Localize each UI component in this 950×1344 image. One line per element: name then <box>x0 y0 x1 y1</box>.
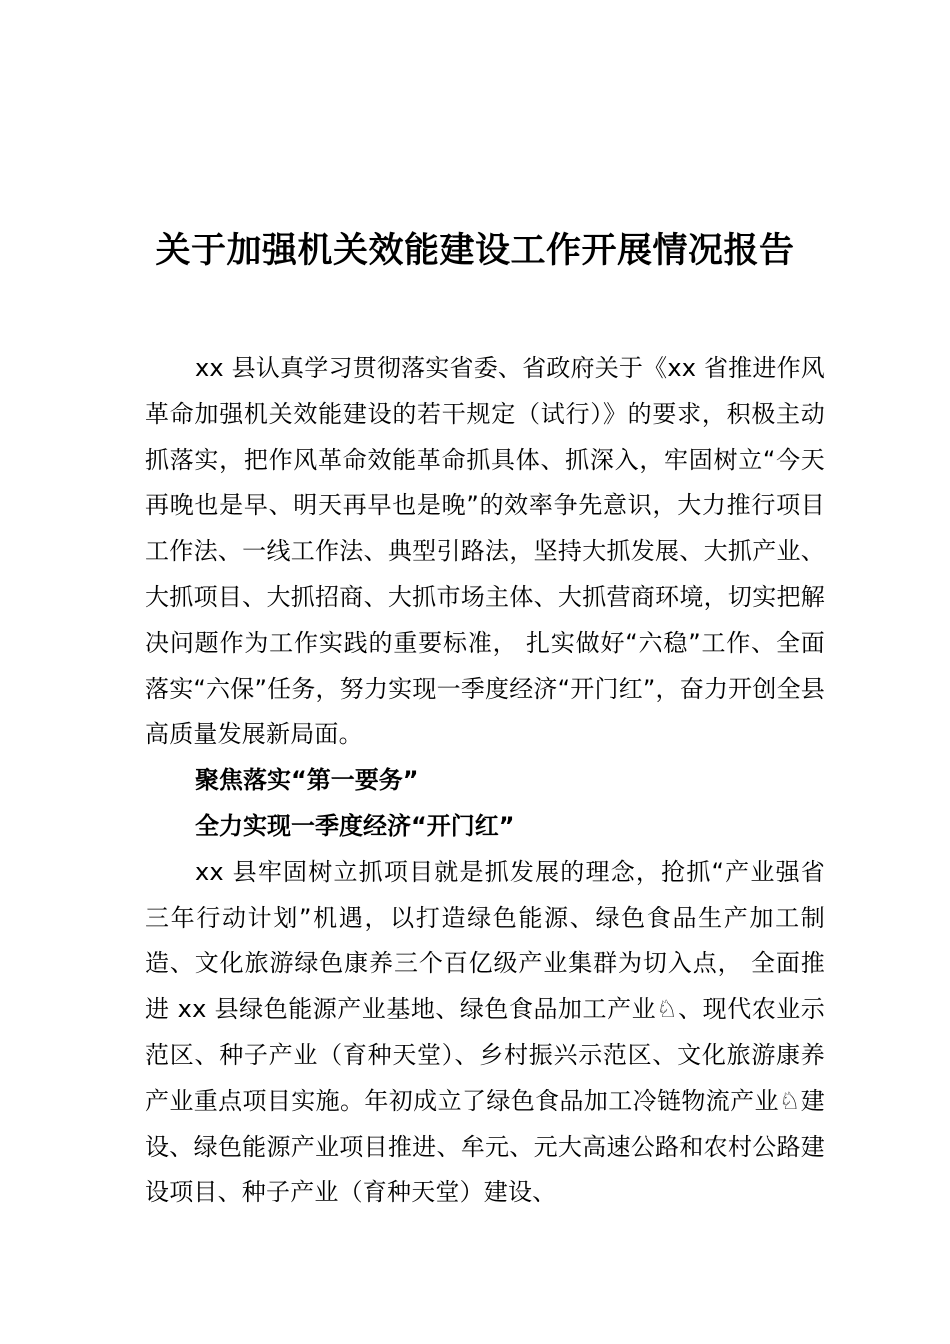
section-heading-1: 聚焦落实“第一要务” <box>195 766 419 795</box>
body-paragraph-2: xx 县牢固树立抓项目就是抓发展的理念，抢抓“产业强省三年行动计划”机遇，以打造绿色能源、绿色食品生产加工制造、文化旅游绿色康养三个百亿级产业集群为切入点， 全面推进 xx 县绿色能源产业基地、绿色食品加工产业♘、现代农业示范区、种子产业（育种天堂）、乡村振兴示范区、文化旅游康养产业重点项目实施。年初成立了绿色食品加工冷链物流产业♘建设、绿色能源产业项目推进、牟元、元大高速公路和农村公路建设项目、种子产业（育种天堂）建设、 <box>145 857 825 1207</box>
body-paragraph-1: xx 县认真学习贯彻落实省委、省政府关于《xx 省推进作风革命加强机关效能建设的若干规定（试行）》的要求，积极主动抓落实，把作风革命效能革命抓具体、抓深入，牢固树立“今天再晚也是早、明天再早也是晚”的效率争先意识，大力推行项目工作法、一线工作法、典型引路法，坚持大抓发展、大抓产业、大抓项目、大抓招商、大抓市场主体、大抓营商环境，切实把解决问题作为工作实践的重要标准， 扎实做好“六稳”工作、全面落实“六保”任务，努力实现一季度经济“开门红”，奋力开创全县高质量发展新局面。 <box>145 354 825 749</box>
document-body <box>145 346 825 1216</box>
section-heading-2: 全力实现一季度经济“开门红” <box>195 811 515 840</box>
document-title: 关于加强机关效能建设工作开展情况报告 <box>155 231 795 271</box>
